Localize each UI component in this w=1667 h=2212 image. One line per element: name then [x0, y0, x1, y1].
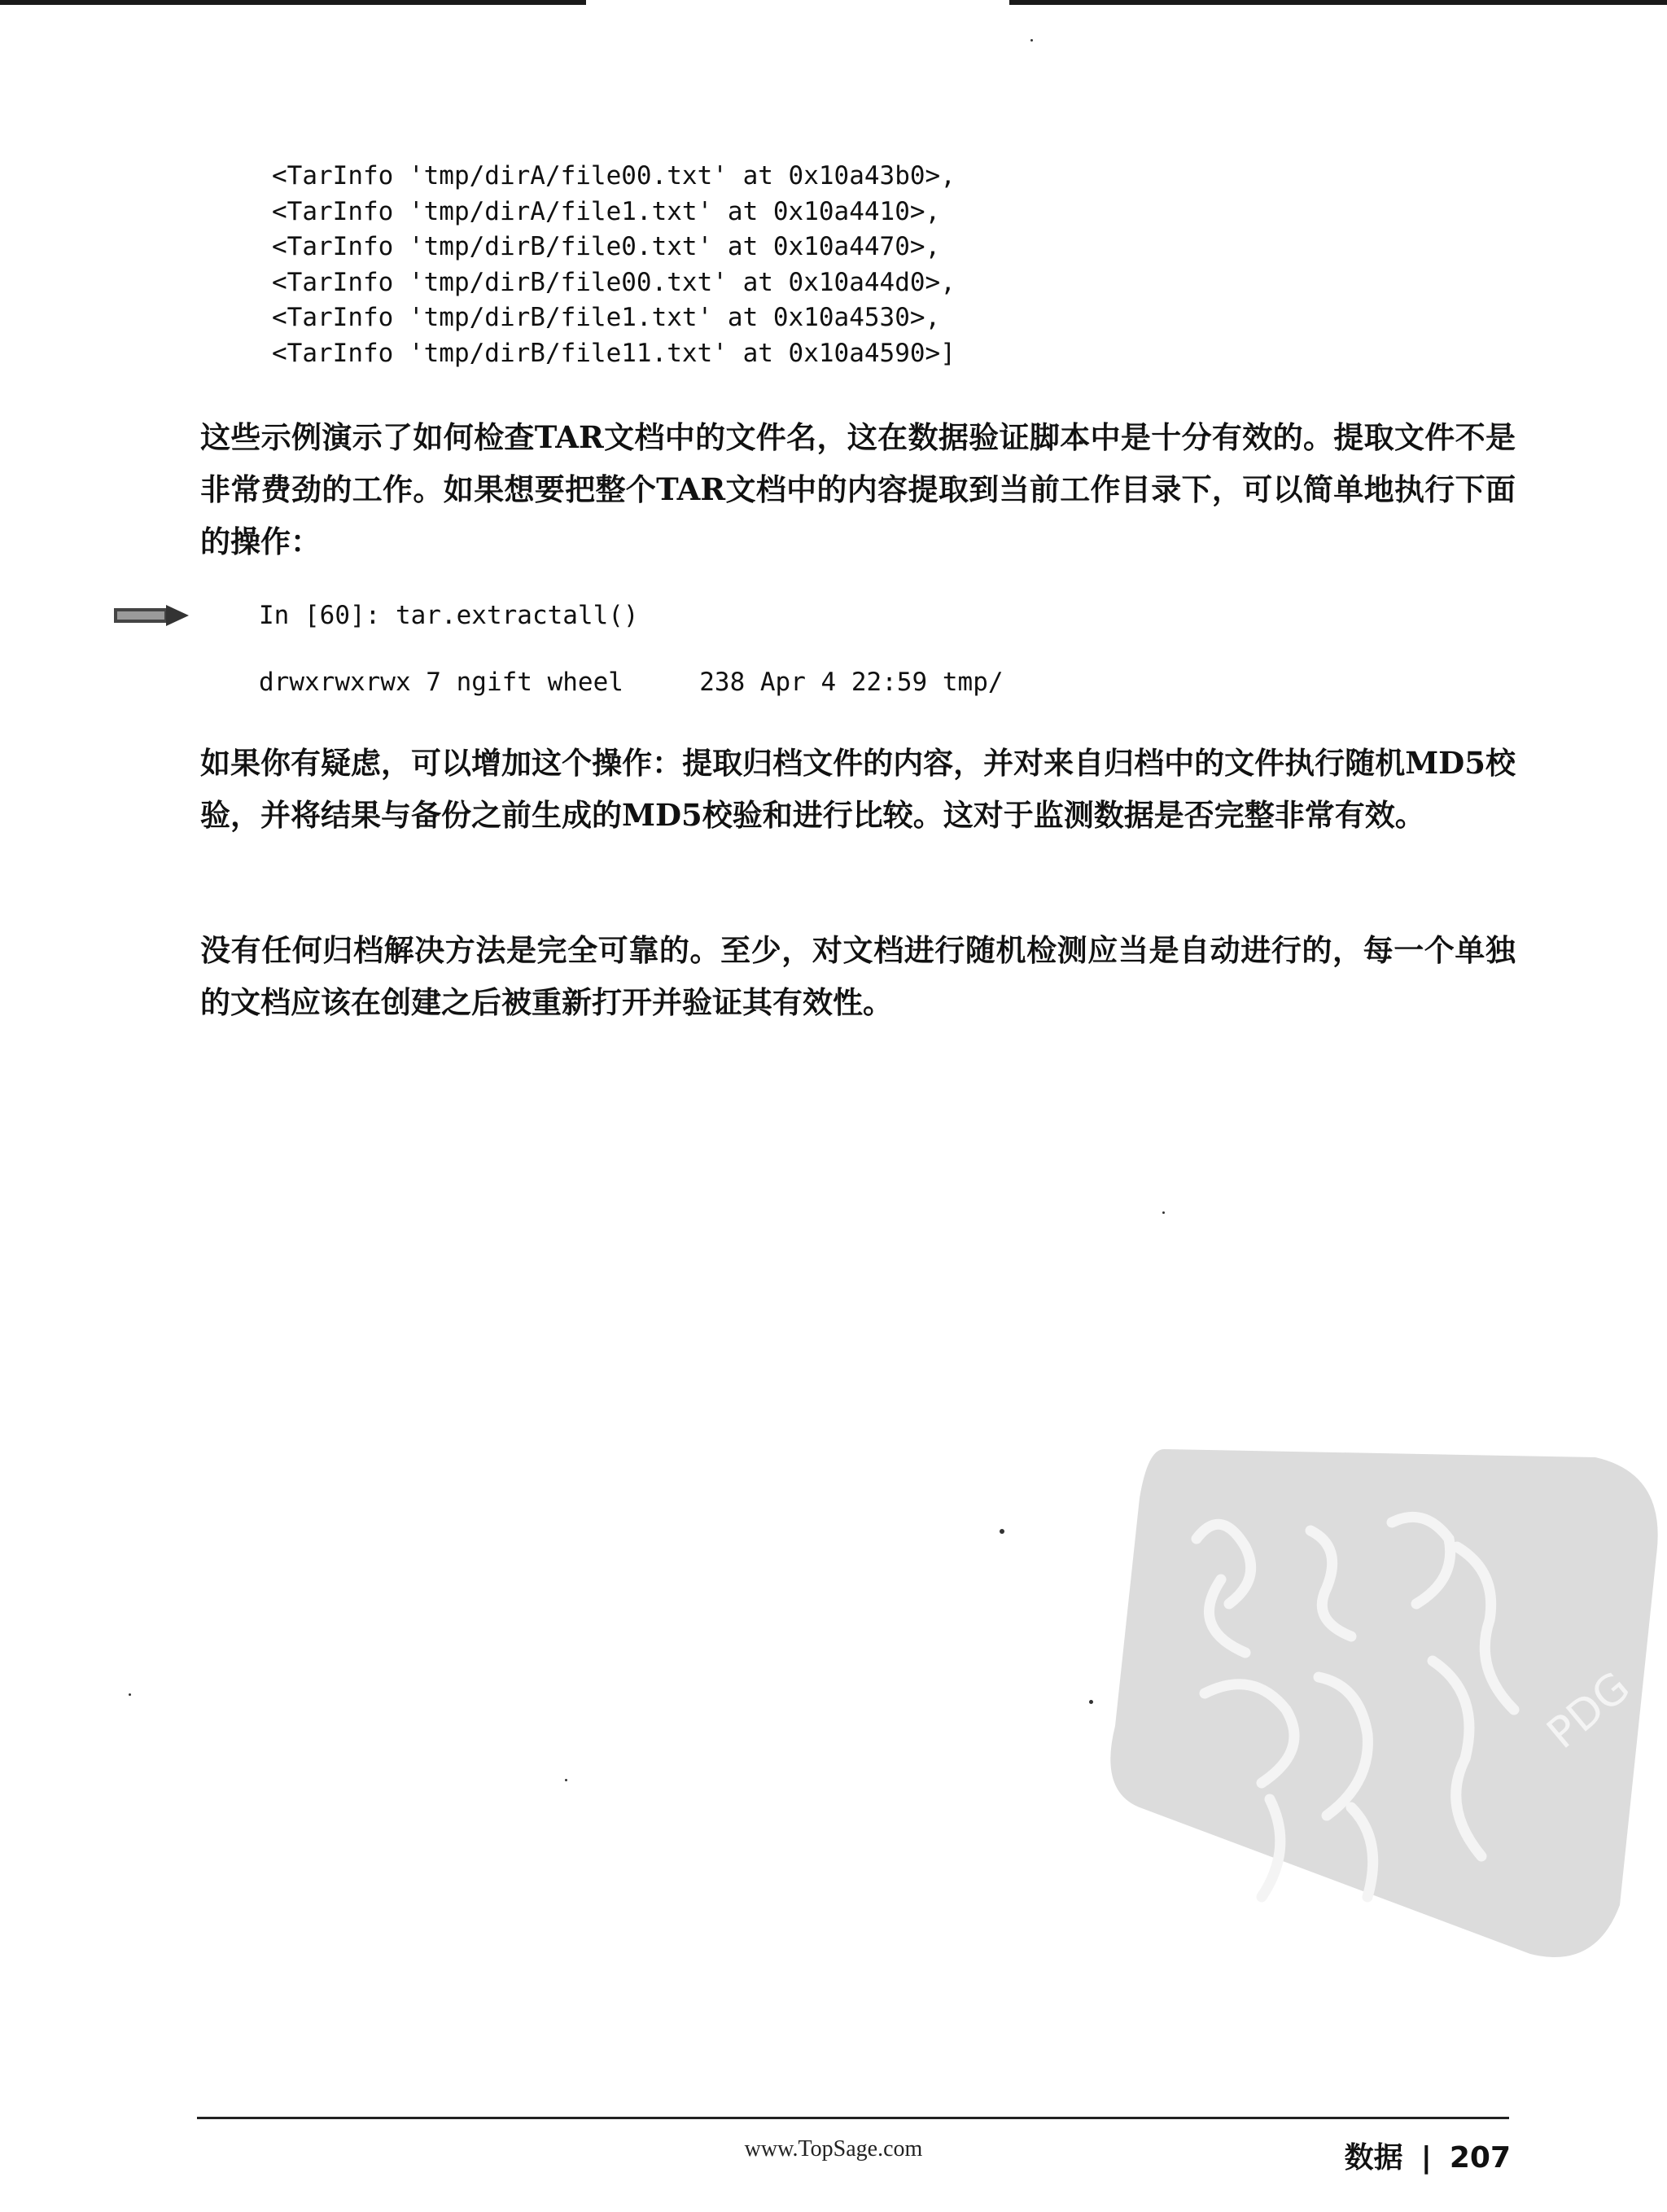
footer-separator: | [1420, 2141, 1432, 2175]
section-name: 数据 [1344, 2141, 1403, 2175]
scan-speck [1162, 1211, 1165, 1214]
code-command: In [60]: tar.extractall() [259, 601, 639, 630]
scan-speck [1000, 1529, 1004, 1534]
margin-arrow-icon [112, 604, 190, 627]
scan-speck [1089, 1700, 1093, 1704]
paragraph-md5-check: 如果你有疑虑，可以增加这个操作：提取归档文件的内容，并对来自归档中的文件执行随机MD5校验，并将结果与备份之前生成的MD5校验和进行比较。这对于监测数据是否完整非常有效。 [200, 745, 1516, 833]
code-listing [272, 159, 956, 371]
paragraph-tar-inspection: 这些示例演示了如何检查TAR文档中的文件名，这在数据验证脚本中是十分有效的。提取文件不是非常费劲的工作。如果想要把整个TAR文档中的内容提取到当前工作目录下，可以简单地执行下面的操作： [200, 419, 1516, 559]
code-line: <TarInfo 'tmp/dirB/file11.txt' at 0x10a4590>] [272, 338, 956, 368]
code-line: <TarInfo 'tmp/dirA/file1.txt' at 0x10a4410>, [272, 196, 941, 226]
page-footer [1345, 2135, 1511, 2176]
watermark-text: PDG [1538, 1662, 1639, 1759]
footer-rule [197, 2117, 1509, 2119]
scan-speck [129, 1693, 131, 1696]
code-line: <TarInfo 'tmp/dirA/file00.txt' at 0x10a43b0>, [272, 161, 956, 191]
top-rule-gap [586, 0, 1009, 5]
scan-speck [1030, 39, 1033, 42]
code-line: <TarInfo 'tmp/dirB/file1.txt' at 0x10a4530>, [272, 303, 941, 332]
footer-url: www.TopSage.com [744, 2136, 923, 2162]
paragraph-archive-reliability: 没有任何归档解决方法是完全可靠的。至少，对文档进行随机检测应当是自动进行的，每一个单独的文档应该在创建之后被重新打开并验证其有效性。 [200, 932, 1516, 1020]
code-line: <TarInfo 'tmp/dirB/file0.txt' at 0x10a4470>, [272, 232, 941, 261]
scan-speck [565, 1779, 567, 1781]
code-line: <TarInfo 'tmp/dirB/file00.txt' at 0x10a44d0>, [272, 267, 956, 297]
code-output: drwxrwxrwx 7 ngift wheel 238 Apr 4 22:59 tmp/ [259, 668, 1004, 697]
page-number: 207 [1449, 2141, 1511, 2175]
watermark-seal [1107, 1449, 1667, 1970]
